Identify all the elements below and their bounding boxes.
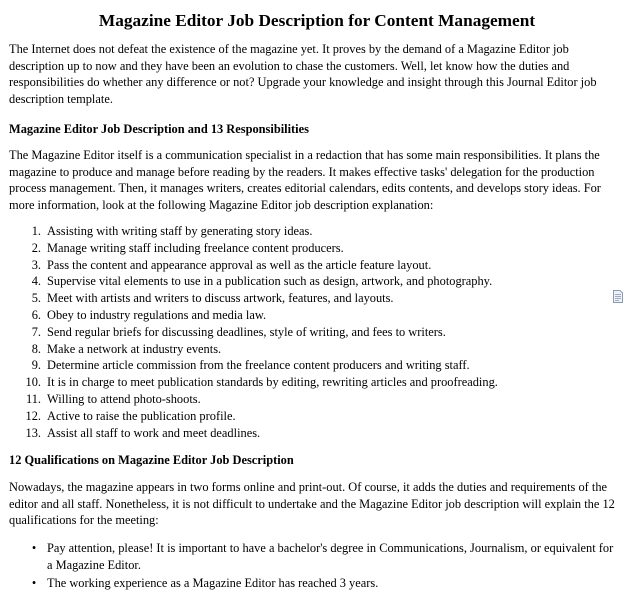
section1-paragraph: The Magazine Editor itself is a communication specialist in a redaction that has some main responsibilities. It plans the magazine to produce and manage before reading by the readers. It makes effective tasks' delegation for the production process management. Then, it manages writers, creates editorial calendars, edits contents, and develops story ideas. For more information, look at the following Magazine Editor job description explanation: [9, 148, 601, 212]
list-text: Make a network at industry events. [47, 341, 222, 356]
list-number: 10. [25, 375, 41, 390]
section2-paragraph: Nowadays, the magazine appears in two forms online and print-out. Of course, it adds the duties and requirements of the editor and all staff. Nonetheless, it is not difficult to undertake and the Magazine Editor job description will explain the 12 qualifications for the meeting: [9, 480, 615, 528]
list-number: 4. [31, 274, 41, 289]
list-number: 5. [31, 291, 41, 306]
list-text: It is in charge to meet publication standards by editing, rewriting articles and proofreading. [47, 375, 498, 390]
list-item [9, 357, 609, 374]
list-text: Meet with artists and writers to discuss artwork, features, and layouts. [47, 291, 394, 306]
list-item [9, 307, 609, 324]
page-title: Magazine Editor Job Description for Content Management [98, 11, 536, 30]
list-text: Pass the content and appearance approval as well as the article feature layout. [47, 257, 432, 272]
list-text: Active to raise the publication profile. [47, 408, 236, 423]
document-icon[interactable] [613, 290, 623, 303]
list-text: Determine article commission from the freelance content producers and writing staff. [47, 358, 470, 373]
list-number: 12. [25, 408, 41, 423]
list-text: Manage writing staff including freelance content producers. [47, 240, 344, 255]
section2-heading: 12 Qualifications on Magazine Editor Job Description [9, 453, 294, 467]
section1-heading: Magazine Editor Job Description and 13 Responsibilities [9, 122, 309, 136]
list-item [9, 374, 609, 391]
list-item [9, 290, 609, 307]
intro-paragraph: The Internet does not defeat the existence of the magazine yet. It proves by the demand of a Magazine Editor job description up to now and they have been an evolution to chase the customers. Well, let know how the duties and responsibilities do whether any difference or not? Upgrade your knowledge and insight through this Journal Editor job description template. [9, 42, 597, 106]
list-item [9, 257, 609, 274]
responsibilities-list [9, 223, 609, 441]
list-text: Obey to industry regulations and media law. [47, 307, 267, 322]
list-item [9, 425, 609, 442]
bullet-icon: • [31, 541, 37, 555]
list-item [9, 240, 609, 257]
list-number: 13. [25, 425, 41, 440]
list-number: 7. [31, 324, 41, 339]
list-number: 9. [31, 358, 41, 373]
list-item [9, 223, 609, 240]
list-item [9, 273, 609, 290]
list-item [9, 391, 609, 408]
list-item [9, 540, 615, 573]
list-text: Supervise vital elements to use in a publication such as design, artwork, and photography. [47, 274, 493, 289]
list-text: Pay attention, please! It is important to have a bachelor's degree in Communications, Journalism, or equivalent for a Magazine Editor. [47, 541, 614, 572]
list-number: 11. [25, 391, 41, 406]
list-number: 2. [31, 240, 41, 255]
qualifications-list [9, 540, 615, 594]
list-item [9, 341, 609, 358]
bullet-icon: • [31, 576, 37, 591]
list-item [9, 408, 609, 425]
list-text: The working experience as a Magazine Editor has reached 3 years. [47, 576, 379, 591]
list-text: Assist all staff to work and meet deadlines. [47, 425, 261, 440]
list-number: 3. [31, 257, 41, 272]
list-number: 8. [31, 341, 41, 356]
list-item [9, 575, 615, 592]
list-number: 6. [31, 307, 41, 322]
list-text: Willing to attend photo-shoots. [47, 391, 201, 406]
list-number: 1. [31, 224, 41, 238]
list-item [9, 324, 609, 341]
list-text: Assisting with writing staff by generating story ideas. [47, 224, 313, 238]
list-text: Send regular briefs for discussing deadlines, style of writing, and fees to writers. [47, 324, 446, 339]
